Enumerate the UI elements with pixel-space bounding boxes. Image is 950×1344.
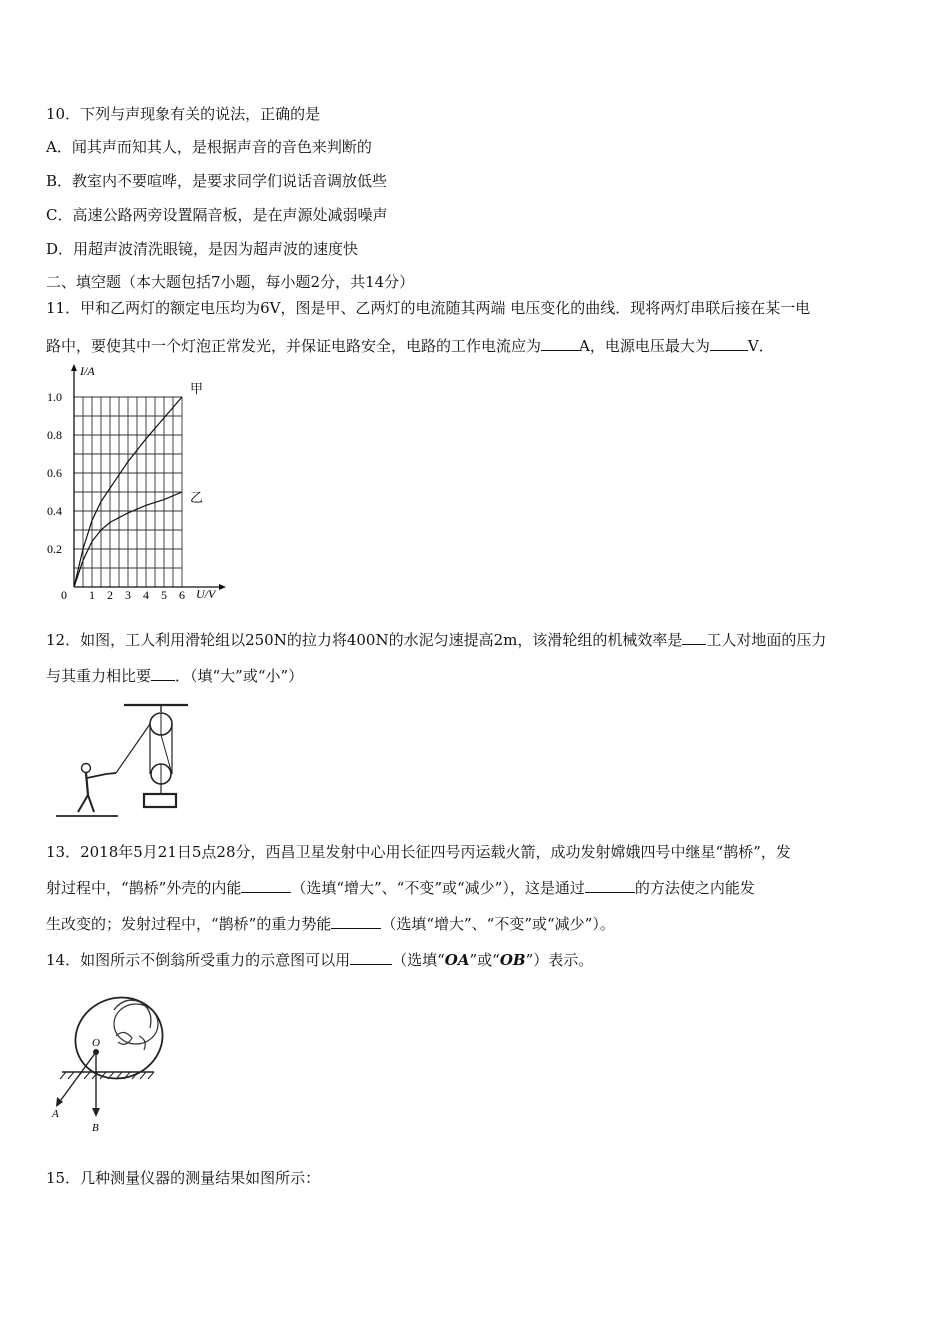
q12-line2-b: ．（填“大”或“小”）	[175, 667, 304, 685]
label-a: A	[52, 1108, 59, 1120]
x-tick-label: 6	[179, 588, 185, 602]
q14-line1-a: 14．如图所示不倒翁所受重力的示意图可以用	[46, 951, 351, 969]
q11-line2	[46, 336, 774, 356]
series-label-0: 甲	[190, 381, 204, 396]
answer-blank	[151, 666, 175, 681]
y-tick-label: 0.4	[47, 504, 62, 518]
q14-line1	[46, 950, 593, 970]
chart-series	[74, 381, 203, 587]
q10-option-c: C．高速公路两旁设置隔音板，是在声源处减弱噪声	[46, 206, 388, 224]
q11-line2-a: 路中，要使其中一个灯泡正常发光，并保证电路安全，电路的工作电流应为	[46, 337, 542, 355]
series-label-1: 乙	[190, 490, 204, 505]
q10-stem: 10．下列与声现象有关的说法，正确的是	[46, 105, 321, 123]
x-tick-label: 4	[143, 588, 149, 602]
q14-line1-c: ”）表示。	[525, 951, 594, 969]
q13-line2-c: 的方法使之内能发	[634, 879, 755, 897]
q13-line2	[46, 878, 755, 898]
x-tick-label: 0	[61, 588, 67, 602]
worker-body	[86, 773, 88, 795]
q13-line3	[46, 914, 615, 934]
q14-ob: OB	[499, 951, 526, 969]
x-tick-label: 2	[107, 588, 113, 602]
q12-line1-a: 12．如图，工人利用滑轮组以250N的拉力将400N的水泥匀速提高2m，该滑轮组的机械效率是	[46, 631, 683, 649]
q10-option-b: B．教室内不要喧哗，是要求同学们说话音调放低些	[46, 172, 388, 190]
q12-line1-b: 工人对地面的压力	[706, 631, 827, 649]
chart-ticks	[47, 364, 217, 602]
chart-grid	[74, 397, 182, 587]
y-axis-label: I/A	[80, 364, 95, 378]
x-axis-label: U/V	[196, 587, 216, 601]
answer-blank	[541, 336, 579, 351]
q14-oa: OA	[444, 951, 470, 969]
iu-curve-chart	[36, 362, 236, 602]
q12-line2-a: 与其重力相比要	[46, 667, 152, 685]
y-tick-label: 0.2	[47, 542, 62, 556]
q13-line3-b: （选填“增大”、“不变”或“减少”）。	[381, 915, 615, 933]
q11-line1: 11．甲和乙两灯的额定电压均为6V，图是甲、乙两灯的电流随其两端 电压变化的曲线．现将两灯串联后接在某一电	[46, 299, 811, 317]
tumbler-head	[114, 1004, 158, 1044]
pulley-system-figure	[48, 698, 198, 823]
cement-bag	[144, 794, 176, 807]
x-tick-label: 5	[161, 588, 167, 602]
answer-blank	[585, 878, 635, 893]
q13-line3-a: 生改变的；发射过程中，“鹊桥”的重力势能	[46, 915, 332, 933]
q14-mid: ”或“	[469, 951, 500, 969]
y-tick-label: 0.6	[47, 466, 62, 480]
q13-line2-a: 射过程中，“鹊桥”外壳的内能	[46, 879, 242, 897]
answer-blank	[350, 950, 392, 965]
x-tick-label: 3	[125, 588, 131, 602]
section-title: 二、填空题（本大题包括7小题，每小题2分，共14分）	[46, 273, 415, 291]
worker-head	[82, 764, 91, 773]
tumbler-figure	[44, 984, 174, 1139]
answer-blank	[241, 878, 291, 893]
answer-blank	[710, 336, 748, 351]
answer-blank	[682, 630, 706, 645]
label-o: O	[92, 1037, 100, 1049]
answer-blank	[331, 914, 381, 929]
q11-line2-c: V．	[747, 337, 774, 355]
q12-line1	[46, 630, 826, 650]
q10-option-a: A．闻其声而知其人，是根据声音的音色来判断的	[46, 138, 372, 156]
q10-option-d: D．用超声波清洗眼镜，是因为超声波的速度快	[46, 240, 359, 258]
q13-line1: 13．2018年5月21日5点28分，西昌卫星发射中心用长征四号丙运载火箭，成功发射嫦娥四号中继星“鹊桥”，发	[46, 843, 791, 861]
q11-line2-b: A，电源电压最大为	[579, 337, 710, 355]
q14-line1-b: （选填“	[392, 951, 445, 969]
y-axis-arrow	[71, 364, 77, 371]
pull-rope	[116, 724, 150, 773]
label-b: B	[92, 1122, 99, 1134]
arrow-oa	[58, 1052, 96, 1104]
x-tick-label: 1	[89, 588, 95, 602]
q12-line2	[46, 666, 303, 686]
chart-axes	[71, 364, 226, 590]
q13-line2-b: （选填“增大”、“不变”或“减少”），这是通过	[291, 879, 585, 897]
x-axis-arrow	[219, 584, 226, 590]
q15-line1: 15．几种测量仪器的测量结果如图所示：	[46, 1169, 321, 1187]
y-tick-label: 0.8	[47, 428, 62, 442]
y-tick-label: 1.0	[47, 390, 62, 404]
